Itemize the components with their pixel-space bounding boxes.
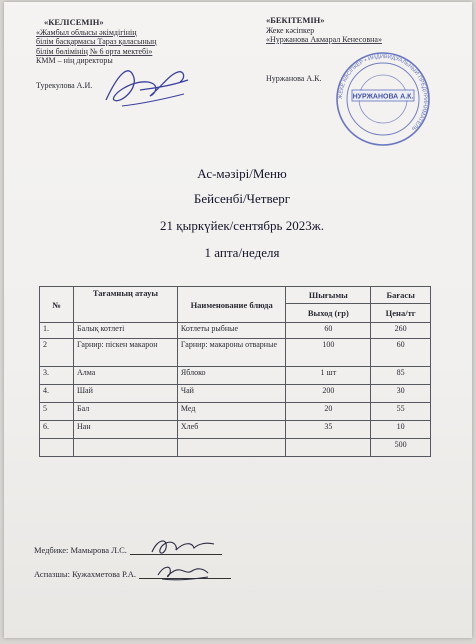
cell-name-ru: Яблоко (177, 367, 286, 385)
nurse-label: Медбике: Мамырова Л.С. (34, 545, 127, 555)
cell-num: 6. (40, 421, 74, 439)
cell-num: 1. (40, 323, 74, 339)
cell-output: 100 (286, 339, 371, 367)
cell-name-kz: Балық котлеті (73, 323, 177, 339)
header-name-kz: Тағамның атауы (73, 287, 177, 323)
table-row (40, 339, 431, 367)
total-price: 500 (371, 439, 431, 457)
approval-right-line: Жеке кәсіпкер (266, 25, 315, 35)
approval-left-title: «КЕЛІСЕМІН» (44, 17, 104, 27)
cell-num: 5 (40, 403, 74, 421)
cell-price: 30 (371, 385, 431, 403)
cell-name-ru: Хлеб (177, 421, 286, 439)
approval-right-signer: Нуржанова А.К. (266, 73, 322, 83)
menu-table (39, 286, 431, 457)
header-price-ru: Цена/тг (371, 304, 431, 323)
cell-price: 85 (371, 367, 431, 385)
table-row (40, 367, 431, 385)
cell-name-kz: Нан (73, 421, 177, 439)
svg-text:ЖЕКЕ КӘСІПКЕР • ИНДИВИДУАЛЬНЫЙ: ЖЕКЕ КӘСІПКЕР • ИНДИВИДУАЛЬНЫЙ ПРЕДПРИНИМАТЕЛЬ (337, 53, 429, 132)
approval-left-line: КММ – нің директоры (36, 56, 113, 65)
document-page (4, 2, 472, 638)
cell-output: 1 шт (286, 367, 371, 385)
table-row (40, 403, 431, 421)
cell-name-ru: Чай (177, 385, 286, 403)
cell-name-kz: Гарнир: піскен макарон (73, 339, 177, 367)
cell-output: 60 (286, 323, 371, 339)
approval-left-line: білім басқармасы Тараз қаласының (36, 37, 157, 46)
approval-right-title: «БЕКІТЕМІН» (266, 15, 325, 25)
cook-signature (154, 559, 212, 585)
approval-right-line: «Нуржанова Акмарал Кенесовна» (266, 35, 382, 44)
cell-num: 4. (40, 385, 74, 403)
company-stamp (334, 50, 432, 148)
table-row (40, 323, 431, 339)
table-header-row (40, 287, 431, 304)
cell-name-kz: Алма (73, 367, 177, 385)
header-output-ru: Выход (гр) (286, 304, 371, 323)
table-row (40, 385, 431, 403)
cell-name-ru: Гарнир: макароны отварные (177, 339, 286, 367)
cell-output: 35 (286, 421, 371, 439)
cell-price: 55 (371, 403, 431, 421)
cell-name-kz: Бал (73, 403, 177, 421)
table-total-row (40, 439, 431, 457)
cell-price: 260 (371, 323, 431, 339)
approval-left-line: «Жамбыл облысы әкімдігінің (36, 27, 137, 37)
cell-num: 2 (40, 339, 74, 367)
nurse-signature (148, 534, 218, 560)
cell-price: 60 (371, 339, 431, 367)
day-title: Бейсенбі/Четверг (193, 191, 291, 206)
cell-num: 3. (40, 367, 74, 385)
cell-name-ru: Котлеты рыбные (177, 323, 286, 339)
cell-output: 200 (286, 385, 371, 403)
approval-left-line: білім бөлімінің № 6 орта мектебі» (36, 46, 153, 56)
header-output-kz: Шығымы (286, 287, 371, 304)
cook-label: Аспазшы: Кужахметова Р.А. (34, 569, 137, 579)
date-title: 21 қыркүйек/сентябрь 2023ж. (160, 218, 324, 233)
cell-name-kz: Шай (73, 385, 177, 403)
approval-left-signer: Турекулова А.И. (36, 80, 93, 90)
menu-title: Ас-мәзірі/Меню (197, 166, 287, 181)
header-name-ru: Наименование блюда (177, 287, 286, 323)
cell-name-ru: Мед (177, 403, 286, 421)
header-price-kz: Бағасы (371, 287, 431, 304)
cell-price: 10 (371, 421, 431, 439)
director-signature (100, 60, 192, 112)
table-row (40, 421, 431, 439)
svg-text:НУРЖАНОВА А.К.: НУРЖАНОВА А.К. (352, 93, 414, 101)
cell-output: 20 (286, 403, 371, 421)
week-title: 1 апта/неделя (204, 245, 280, 260)
header-num: № (40, 287, 74, 323)
